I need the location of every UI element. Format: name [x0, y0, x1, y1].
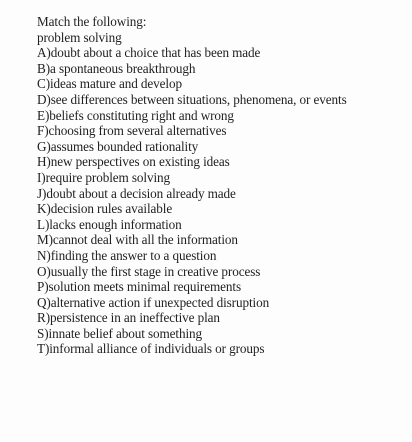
option-m: M)cannot deal with all the information	[37, 232, 238, 248]
option-f: F)choosing from several alternatives	[37, 123, 227, 139]
option-i: I)require problem solving	[37, 169, 171, 185]
option-r: R)persistence in an ineffective plan	[37, 310, 220, 326]
option-o: O)usually the first stage in creative process	[37, 263, 261, 279]
option-p: P)solution meets minimal requirements	[37, 279, 241, 295]
option-d: D)see differences between situations, phenomena, or events	[37, 91, 347, 107]
option-n: N)finding the answer to a question	[37, 247, 217, 263]
option-b: B)a spontaneous breakthrough	[37, 60, 196, 76]
option-t: T)informal alliance of individuals or groups	[37, 341, 265, 357]
option-g: G)assumes bounded rationality	[37, 138, 199, 154]
question-instruction: Match the following:	[37, 14, 147, 29]
option-q: Q)alternative action if unexpected disruption	[37, 294, 270, 310]
question-term: problem solving	[37, 29, 122, 45]
option-h: H)new perspectives on existing ideas	[37, 154, 230, 170]
option-a: A)doubt about a choice that has been made	[37, 45, 261, 61]
option-s: S)innate belief about something	[37, 325, 203, 341]
option-c: C)ideas mature and develop	[37, 76, 182, 92]
option-j: J)doubt about a decision already made	[37, 185, 236, 201]
question-block	[37, 14, 407, 357]
option-l: L)lacks enough information	[37, 216, 182, 232]
option-e: E)beliefs constituting right and wrong	[37, 107, 234, 123]
option-k: K)decision rules available	[37, 201, 173, 217]
